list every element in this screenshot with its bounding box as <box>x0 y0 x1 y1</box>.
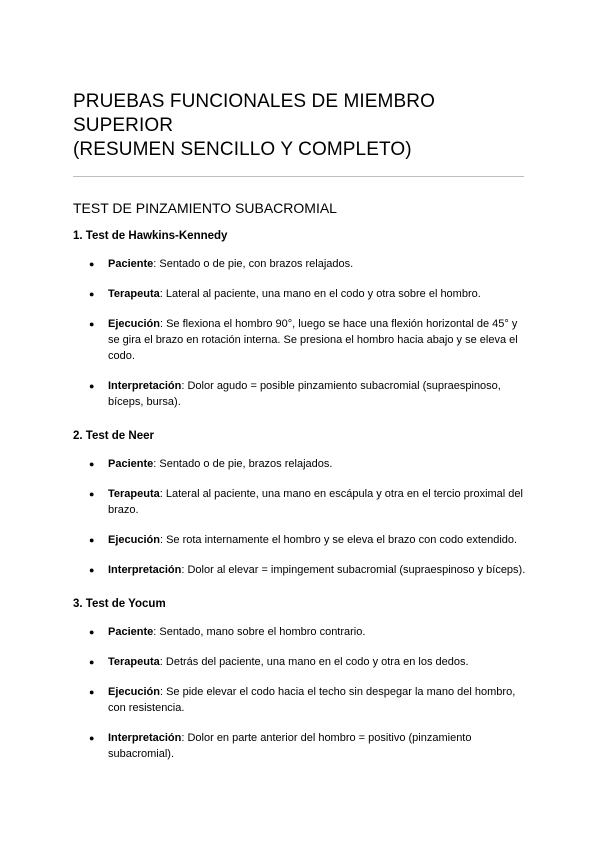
item-label: Interpretación <box>108 380 182 392</box>
test-items <box>73 624 526 762</box>
document-title <box>73 90 526 162</box>
test-yocum <box>73 597 526 762</box>
test-title: 2. Test de Neer <box>73 430 154 442</box>
bullet-icon: ● <box>89 535 95 545</box>
item-label: Paciente <box>108 258 154 270</box>
list-item <box>73 624 526 640</box>
item-text: : Se pide elevar el codo hacia el techo sin despegar la mano del hombro, con resistencia. <box>108 686 516 714</box>
item-text: : Sentado o de pie, brazos relajados. <box>153 458 333 470</box>
item-label: Ejecución <box>108 686 160 698</box>
test-list <box>73 229 526 762</box>
bullet-icon: ● <box>89 657 95 667</box>
item-text: : Sentado, mano sobre el hombro contrario. <box>153 626 366 638</box>
list-item <box>73 456 526 472</box>
item-text: : Sentado o de pie, con brazos relajados. <box>153 258 354 270</box>
bullet-icon: ● <box>89 289 95 299</box>
list-item <box>73 654 526 670</box>
bullet-icon: ● <box>89 459 95 469</box>
item-label: Terapeuta <box>108 488 160 500</box>
list-item <box>73 562 526 578</box>
test-title: 3. Test de Yocum <box>73 598 166 610</box>
title-divider <box>73 176 524 177</box>
item-label: Terapeuta <box>108 656 160 668</box>
bullet-icon: ● <box>89 627 95 637</box>
test-neer <box>73 429 526 578</box>
list-item <box>73 378 526 410</box>
test-hawkins-kennedy <box>73 229 526 410</box>
item-label: Terapeuta <box>108 288 160 300</box>
bullet-icon: ● <box>89 489 95 499</box>
item-label: Ejecución <box>108 318 160 330</box>
bullet-icon: ● <box>89 733 95 743</box>
bullet-icon: ● <box>89 687 95 697</box>
item-label: Ejecución <box>108 534 160 546</box>
item-text: : Lateral al paciente, una mano en el codo y otra sobre el hombro. <box>159 288 481 300</box>
list-item <box>73 532 526 548</box>
item-text: : Dolor al elevar = impingement subacromial (supraespinoso y bíceps). <box>181 564 526 576</box>
list-item <box>73 256 526 272</box>
list-item <box>73 684 526 716</box>
bullet-icon: ● <box>89 319 95 329</box>
section-title: TEST DE PINZAMIENTO SUBACROMIAL <box>73 200 337 216</box>
item-text: : Dolor en parte anterior del hombro = positivo (pinzamiento subacromial). <box>108 732 472 760</box>
bullet-icon: ● <box>89 381 95 391</box>
item-label: Paciente <box>108 458 154 470</box>
document-title-line-2: (RESUMEN SENCILLO Y COMPLETO) <box>73 139 412 160</box>
item-text: : Detrás del paciente, una mano en el codo y otra en los dedos. <box>159 656 469 668</box>
list-item <box>73 730 526 762</box>
test-items <box>73 256 526 410</box>
item-text: : Dolor agudo = posible pinzamiento subacromial (supraespinoso, bíceps, bursa). <box>108 380 501 408</box>
item-text: : Lateral al paciente, una mano en escápula y otra en el tercio proximal del brazo. <box>108 488 523 516</box>
list-item <box>73 286 526 302</box>
document-title-line-1: PRUEBAS FUNCIONALES DE MIEMBRO SUPERIOR <box>73 91 435 136</box>
item-text: : Se flexiona el hombro 90°, luego se hace una flexión horizontal de 45° y se gira el brazo en rotación interna. Se presiona el hombro hacia abajo y se eleva el codo. <box>108 318 518 362</box>
item-label: Interpretación <box>108 732 182 744</box>
item-label: Paciente <box>108 626 154 638</box>
test-title: 1. Test de Hawkins-Kennedy <box>73 230 228 242</box>
bullet-icon: ● <box>89 259 95 269</box>
item-text: : Se rota internamente el hombro y se eleva el brazo con codo extendido. <box>159 534 518 546</box>
bullet-icon: ● <box>89 565 95 575</box>
test-items <box>73 456 526 578</box>
list-item <box>73 486 526 518</box>
list-item <box>73 316 526 364</box>
item-label: Interpretación <box>108 564 182 576</box>
